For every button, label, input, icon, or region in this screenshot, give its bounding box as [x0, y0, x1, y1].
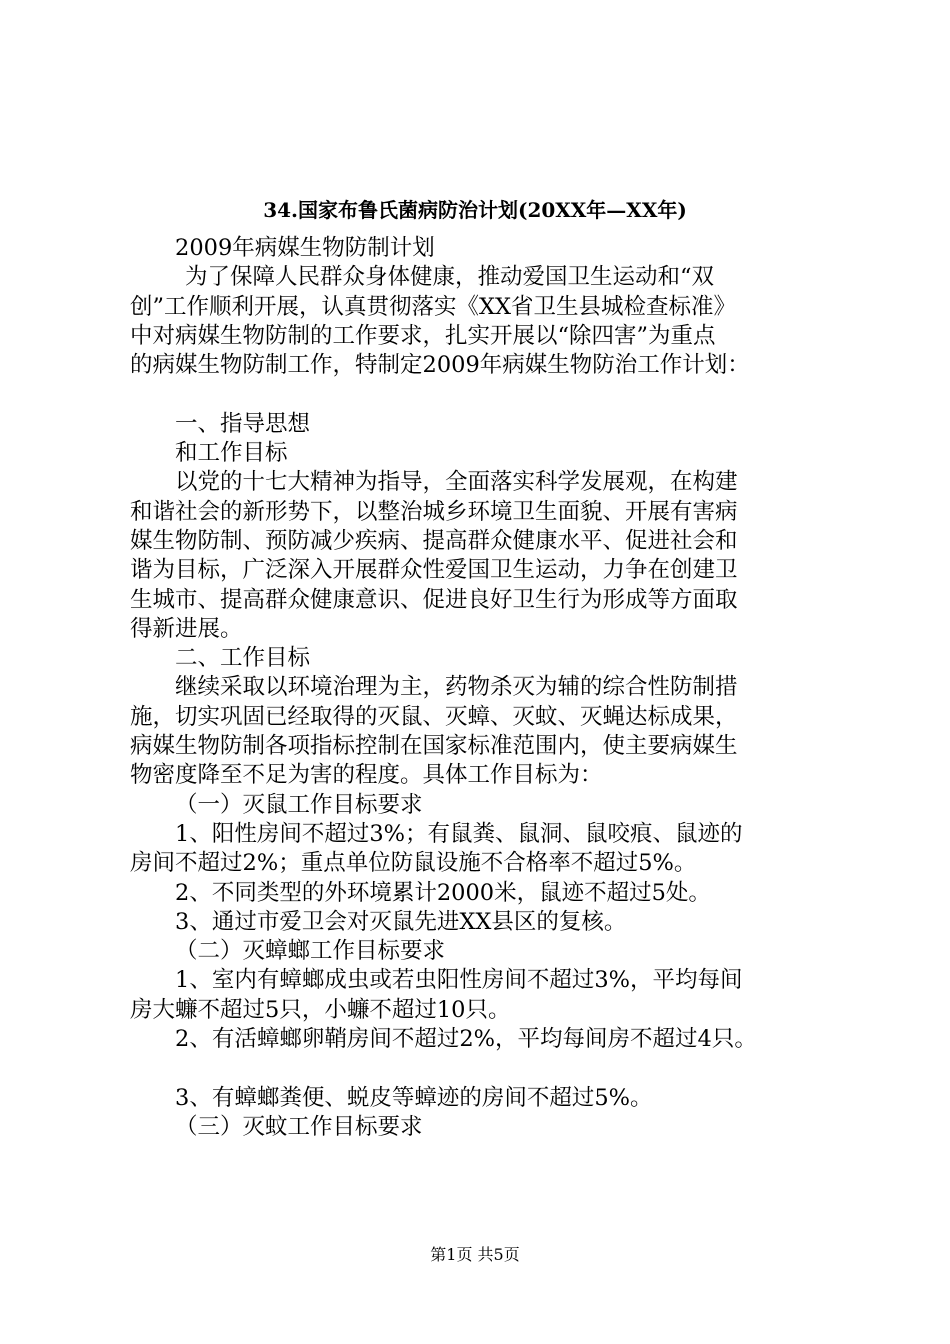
paragraph-line: 房间不超过2%；重点单位防鼠设施不合格率不超过5%。 [130, 850, 697, 877]
paragraph-line: 媒生物防制、预防减少疾病、提高群众健康水平、促进社会和 [130, 527, 738, 554]
subsection-heading: （二）灭蟑螂工作目标要求 [175, 938, 446, 965]
section-heading: 一、指导思想 [175, 410, 311, 437]
plan-subtitle: 2009年病媒生物防制计划 [175, 235, 435, 261]
section-heading: 二、工作目标 [175, 645, 311, 672]
subsection-heading: （三）灭蚊工作目标要求 [175, 1113, 423, 1140]
section-heading: 和工作目标 [175, 440, 288, 467]
page-footer: 第1页 共5页 [430, 1245, 520, 1264]
document-body [130, 234, 830, 1142]
paragraph-line: 和谐社会的新形势下，以整治城乡环境卫生面貌、开展有害病 [130, 498, 738, 525]
paragraph-line: 的病媒生物防制工作，特制定2009年病媒生物防治工作计划： [130, 352, 750, 379]
paragraph-line: 生城市、提高群众健康意识、促进良好卫生行为形成等方面取 [130, 586, 738, 613]
paragraph-line: 2、不同类型的外环境累计2000米，鼠迹不超过5处。 [175, 879, 711, 906]
paragraph-line: 创”工作顺利开展，认真贯彻落实《XX省卫生县城检查标准》 [130, 293, 737, 320]
paragraph-line: 1、阳性房间不超过3%；有鼠粪、鼠洞、鼠咬痕、鼠迹的 [175, 820, 743, 847]
blank-line [130, 1054, 830, 1083]
blank-line [130, 380, 830, 409]
paragraph-line: 3、通过市爱卫会对灭鼠先进XX县区的复核。 [175, 908, 627, 935]
paragraph-line: 得新进展。 [130, 615, 243, 642]
paragraph-line: 房大蠊不超过5只，小蠊不超过10只。 [130, 996, 511, 1023]
paragraph-line: 谐为目标，广泛深入开展群众性爱国卫生运动，力争在创建卫 [130, 557, 738, 584]
paragraph-line: 继续采取以环境治理为主，药物杀灭为辅的综合性防制措 [175, 674, 738, 701]
paragraph-line: 中对病媒生物防制的工作要求，扎实开展以“除四害”为重点 [130, 322, 716, 349]
paragraph-line: 以党的十七大精神为指导，全面落实科学发展观，在构建 [175, 469, 738, 496]
document-title: 34.国家布鲁氏菌病防治计划(20XX年—XX年) [263, 198, 687, 222]
paragraph-line: 病媒生物防制各项指标控制在国家标准范围内，使主要病媒生 [130, 733, 738, 760]
paragraph-line: 物密度降至不足为害的程度。具体工作目标为： [130, 762, 603, 789]
paragraph-line: 施，切实巩固已经取得的灭鼠、灭蟑、灭蚊、灭蝇达标成果， [130, 703, 738, 730]
paragraph-line: 1、室内有蟑螂成虫或若虫阳性房间不超过3%，平均每间 [175, 967, 743, 994]
paragraph-line: 为了保障人民群众身体健康，推动爱国卫生运动和“双 [185, 264, 715, 291]
paragraph-line: 3、有蟑螂粪便、蜕皮等蟑迹的房间不超过5%。 [175, 1084, 653, 1111]
paragraph-line: 2、有活蟑螂卵鞘房间不超过2%，平均每间房不超过4只。 [175, 1026, 757, 1053]
subsection-heading: （一）灭鼠工作目标要求 [175, 791, 423, 818]
